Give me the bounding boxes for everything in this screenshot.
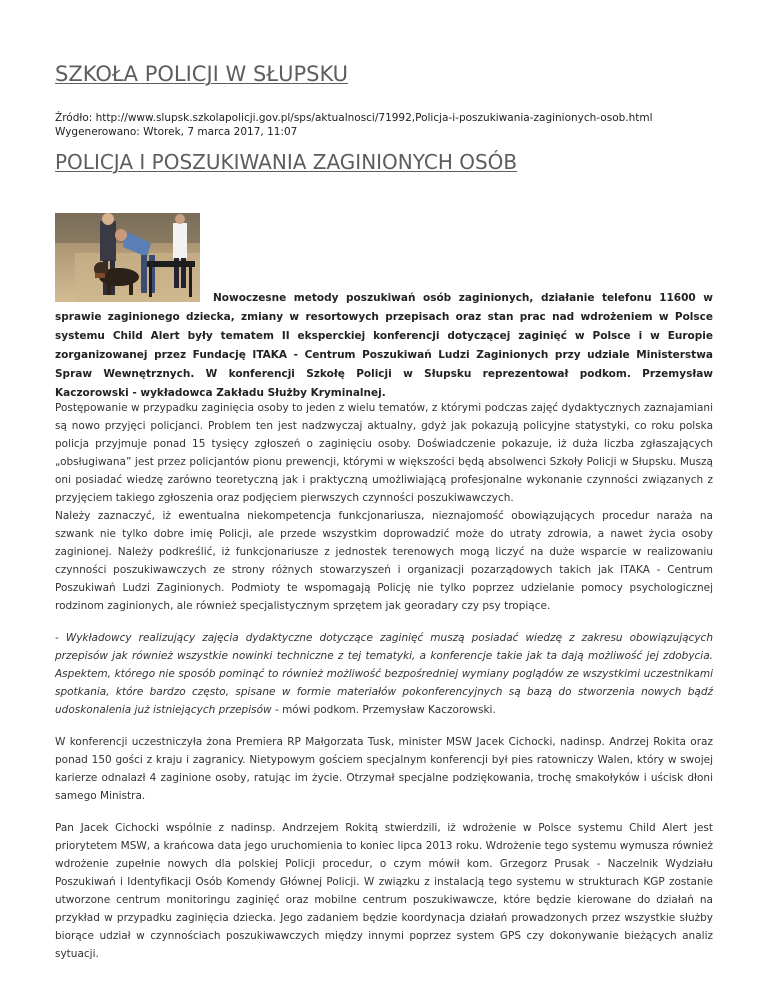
article-title[interactable]: POLICJA I POSZUKIWANIA ZAGINIONYCH OSÓB <box>55 150 518 174</box>
article-paragraph: Pan Jacek Cichocki wspólnie z nadinsp. Andrzejem Rokitą stwierdzili, iż wdrożenie w Polsce systemu Child Alert jest priorytetem MSW, a krańcowa data jego uruchomienia to koniec lipca 2013 roku. Wdrożenie tego systemu wymusza również wdrożenie zupełnie nowych dla polskiej Policji procedur, o czym mówił kom. Grzegorz Prusak - Naczelnik Wydziału Poszukiwań i Identyfikacji Osób Komendy Głównej Policji. W związku z instalacją tego systemu w strukturach KGP zostanie utworzone centrum monitoringu zaginięć oraz mobilne centrum poszukiwawcze, które będzie kierowane do działań na przykład w przypadku zaginięcia dziecka. Jego zadaniem będzie koordynacja działań prowadzonych przez wszystkie służby biorące udział w czynnościach poszukiwawczych między innymi poprzez system GPS czy dokonywanie bieżących analiz sytuacji. <box>55 822 713 960</box>
article-lead-text: Nowoczesne metody poszukiwań osób zaginionych, działanie telefonu 11600 w sprawie zaginionego dziecka, zmiany w resortowych przepisach oraz stan prac nad wdrożeniem w Polsce systemu Child Alert były tematem II eksperckiej konferencji dotyczącej zaginięć w Polsce i w Europie zorganizowanej przez Fundację ITAKA - Centrum Poszukiwań Ludzi Zaginionych przy udziale Ministerstwa Spraw Wewnętrznych. W konferencji Szkołę Policji w Słupsku reprezentował podkom. Przemysław Kaczorowski - wykładowca Zakładu Służby Kryminalnej. <box>55 292 713 399</box>
generated-date-line: Wygenerowano: Wtorek, 7 marca 2017, 11:07 <box>55 126 298 138</box>
article-lead <box>55 289 713 403</box>
article-quote <box>55 629 713 719</box>
document-meta <box>55 111 653 139</box>
article-paragraph: Postępowanie w przypadku zaginięcia osoby to jeden z wielu tematów, z którymi podczas zajęć dydaktycznych zaznajamiani są nowo przyjęci policjanci. Problem ten jest nadzwyczaj aktualny, gdyż jak pokazują policyjne statystyki, co roku polska policja przyjmuje ponad 15 tysięcy zgłoszeń o zaginięciu osoby. Doświadczenie pokazuje, iż duża liczba zgłaszających „obsługiwana” jest przez policjantów pionu prewencji, którymi w większości będą absolwenci Szkoły Policji w Słupsku. Muszą oni posiadać wiedzę zarówno teoretyczną jak i praktyczną umożliwiającą profesjonalne wykonanie czynności związanych z przyjęciem takiego zgłoszenia oraz podjęciem pierwszych czynności poszukiwawczych. <box>55 402 713 504</box>
site-title[interactable]: SZKOŁA POLICJI W SŁUPSKU <box>55 62 349 86</box>
source-url-line: Źródło: http://www.slupsk.szkolapolicji.gov.pl/sps/aktualnosci/71992,Policja-i-poszukiwania-zaginionych-osob.html <box>55 112 653 124</box>
article-paragraph: Należy zaznaczyć, iż ewentualna niekompetencja funkcjonariusza, nieznajomość obowiązujących procedur naraża na szwank nie tylko dobre imię Policji, ale przede wszystkim doprowadzić może do utraty zdrowia, a nawet życia osoby zaginionej. Należy podkreślić, iż funkcjonariusze z jednostek terenowych mogą liczyć na duże wsparcie w realizowaniu czynności poszukiwawczych ze strony różnych stowarzyszeń i organizacji pozarządowych takich jak ITAKA - Centrum Poszukiwań Ludzi Zaginionych. Podmioty te wspomagają Policję nie tylko poprzez udzielanie pomocy psychologicznej rodzinom zaginionych, ale również specjalistycznym sprzętem jak georadary czy psy tropiące. <box>55 510 713 612</box>
article-paragraph: W konferencji uczestniczyła żona Premiera RP Małgorzata Tusk, minister MSW Jacek Cichocki, nadinsp. Andrzej Rokita oraz ponad 150 gości z kraju i zagranicy. Nietypowym gościem specjalnym konferencji był pies ratowniczy Walen, który w swojej karierze odnalazł 4 zaginione osoby, ratując im życie. Otrzymał specjalne podziękowania, trochę smakołyków i uścisk dłoni samego Ministra. <box>55 736 713 802</box>
quote-text: - Wykładowcy realizujący zajęcia dydaktyczne dotyczące zaginięć muszą posiadać wiedzę z zakresu obowiązujących przepisów jak również wszystkie nowinki techniczne z tej tematyki, a konferencje takie jak ta dają możliwość jej zdobycia. Aspektem, którego nie sposób pominąć to również możliwość bezpośredniej wymiany poglądów ze wszystkimi uczestnikami spotkania, które bardzo często, spisane w formie materiałów pokonferencyjnych są bazą do stworzenia nowych bądź udoskonalenia już istniejących przepisów <box>55 632 713 716</box>
article-body <box>55 399 713 977</box>
quote-attribution: - mówi podkom. Przemysław Kaczorowski. <box>271 704 496 716</box>
